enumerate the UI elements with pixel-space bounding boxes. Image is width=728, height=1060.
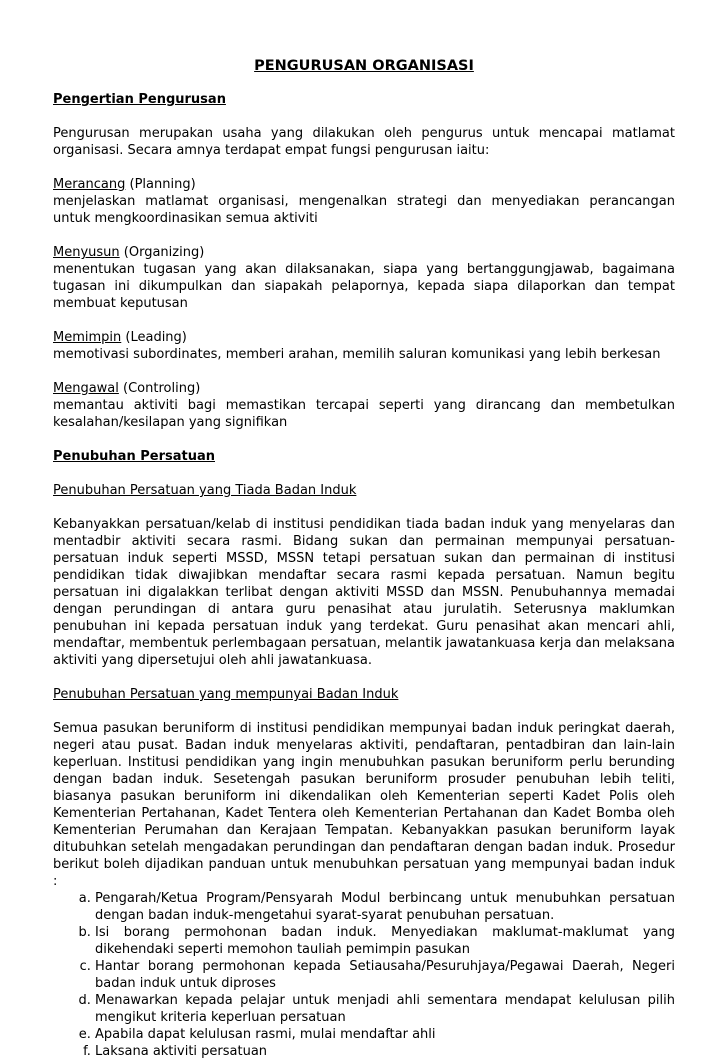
function-english: (Organizing) [119, 245, 205, 260]
section-heading-penubuhan: Penubuhan Persatuan [53, 449, 215, 464]
function-merancang [53, 176, 675, 227]
function-term: Memimpin [53, 330, 122, 345]
subsection-heading-mempunyai-badan-induk: Penubuhan Persatuan yang mempunyai Badan Induk [53, 687, 399, 702]
function-english: (Controling) [118, 381, 201, 396]
subsection-heading-tiada-badan-induk: Penubuhan Persatuan yang Tiada Badan Induk [53, 483, 357, 498]
procedure-list [53, 890, 675, 1060]
list-item: d. Menawarkan kepada pelajar untuk menjadi ahli sementara mendapat kelulusan pilih mengikut kriteria keperluan persatuan [95, 992, 675, 1026]
function-description-line1: memantau aktiviti bagi memastikan tercapai seperti yang dirancang dan membetulkan [53, 398, 675, 413]
function-memimpin [53, 329, 675, 363]
paragraph-mempunyai-badan-induk: Semua pasukan beruniform di institusi pendidikan mempunyai badan induk peringkat daerah, negeri atau pusat. Badan induk menyelaras aktiviti, pendaftaran, pentadbiran dan lain-lain keperluan. Institusi pendidikan yang ingin menubuhkan pasukan beruniform perlu berunding dengan badan induk. Sesetengah pasukan beruniform prosuder penubuhan lebih teliti, biasanya pasukan beruniform ini dikendalikan oleh Kementerian seperti Kadet Polis oleh Kementerian Pertahanan, Kadet Tentera oleh Kementerian Pertahanan dan Kadet Bomba oleh Kementerian Perumahan dan Kerajaan Tempatan. Kebanyakkan pasukan beruniform layak ditubuhkan setelah mengadakan perundingan dan pendaftaran dengan badan induk. Prosedur berikut boleh dijadikan panduan untuk menubuhkan persatuan yang mempunyai badan induk : [53, 721, 675, 889]
function-term: Merancang [53, 177, 126, 192]
function-term: Menyusun [53, 245, 120, 260]
list-item: b. Isi borang permohonan badan induk. Menyediakan maklumat-maklumat yang dikehendaki seperti memohon tauliah pemimpin pasukan [95, 924, 675, 958]
function-mengawal [53, 380, 675, 431]
function-english: (Leading) [121, 330, 187, 345]
page-title: PENGURUSAN ORGANISASI [254, 58, 474, 74]
section-heading-pengertian: Pengertian Pengurusan [53, 92, 226, 107]
intro-paragraph: Pengurusan merupakan usaha yang dilakukan oleh pengurus untuk mencapai matlamat organisasi. Secara amnya terdapat empat fungsi pengurusan iaitu: [53, 126, 675, 158]
list-item: f. Laksana aktiviti persatuan [95, 1043, 675, 1060]
list-item: a. Pengarah/Ketua Program/Pensyarah Modul berbincang untuk menubuhkan persatuan dengan badan induk-mengetahui syarat-syarat penubuhan persatuan. [95, 890, 675, 924]
list-item: e. Apabila dapat kelulusan rasmi, mulai mendaftar ahli [95, 1026, 675, 1043]
function-menyusun [53, 244, 675, 312]
document-body [53, 91, 675, 1060]
list-item: c. Hantar borang permohonan kepada Setiausaha/Pesuruhjaya/Pegawai Daerah, Negeri badan induk untuk diproses [95, 958, 675, 992]
function-english: (Planning) [125, 177, 196, 192]
function-description: menjelaskan matlamat organisasi, mengenalkan strategi dan menyediakan perancangan untuk mengkoordinasikan semua aktiviti [53, 194, 675, 226]
function-description-line2: kesalahan/kesilapan yang signifikan [53, 415, 288, 430]
function-description: menentukan tugasan yang akan dilaksanakan, siapa yang bertanggungjawab, bagaimana tugasan ini dikumpulkan dan siapakah pelapornya, kepada siapa dilaporkan dan tempat membuat keputusan [53, 262, 675, 311]
function-description: memotivasi subordinates, memberi arahan, memilih saluran komunikasi yang lebih berkesan [53, 347, 661, 362]
function-term: Mengawal [53, 381, 119, 396]
paragraph-tiada-badan-induk: Kebanyakkan persatuan/kelab di institusi pendidikan tiada badan induk yang menyelaras dan mentadbir aktiviti secara rasmi. Bidang sukan dan permainan mempunyai persatuan-persatuan induk seperti MSSD, MSSN tetapi persatuan sukan dan permainan di institusi pendidikan tidak diwajibkan mendaftar secara rasmi kepada persatuan. Namun begitu persatuan ini digalakkan terlibat dengan aktiviti MSSD dan MSSN. Penubuhannya memadai dengan perundingan di antara guru penasihat atau jurulatih. Seterusnya maklumkan penubuhan ini kepada persatuan induk yang terdekat. Guru penasihat akan mencari ahli, mendaftar, membentuk perlembagaan persatuan, melantik jawatankuasa kerja dan melaksana aktiviti yang dipersetujui oleh ahli jawatankuasa. [53, 517, 675, 668]
